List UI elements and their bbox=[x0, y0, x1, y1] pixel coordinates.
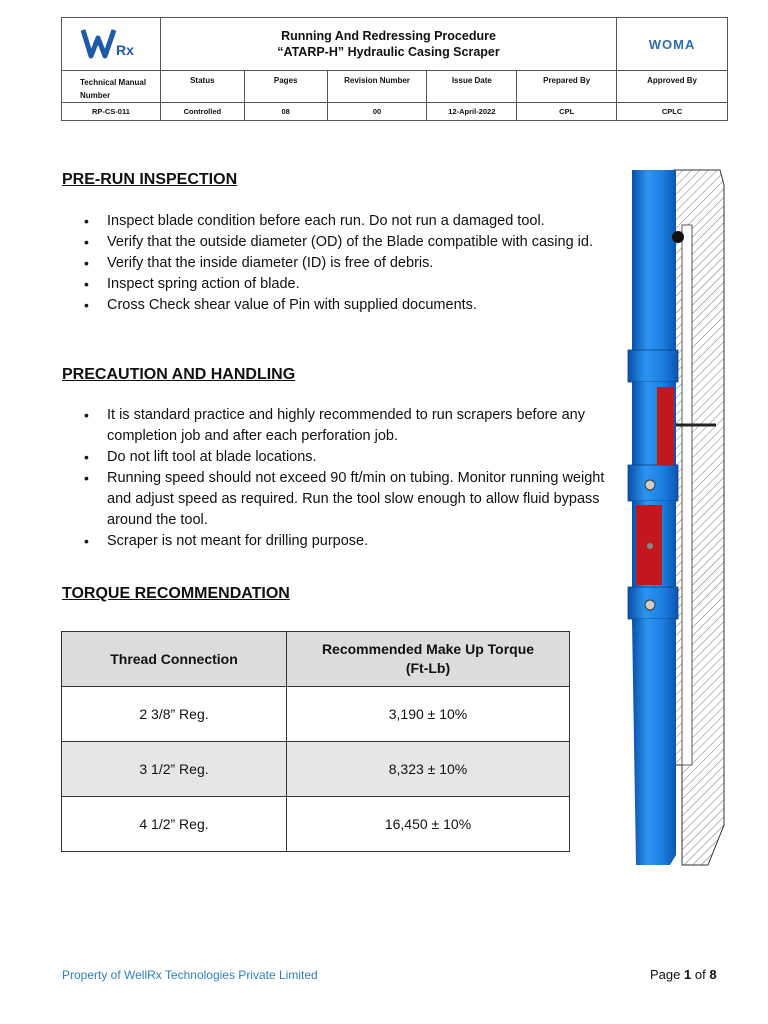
col-header-torque bbox=[287, 632, 570, 687]
list-item: • Cross Check shear value of Pin with supplied documents. bbox=[84, 295, 612, 316]
cell-torque: 3,190 ± 10% bbox=[287, 687, 570, 742]
brand-logo: WOMA bbox=[617, 18, 728, 71]
pre-run-heading: PRE-RUN INSPECTION bbox=[62, 171, 238, 188]
value-manual-number: RP-CS-011 bbox=[62, 103, 161, 121]
label-approved-by: Approved By bbox=[617, 71, 728, 103]
list-item: • Inspect blade condition before each run. Do not run a damaged tool. bbox=[84, 211, 612, 232]
footer-property: Property of WellRx Technologies Private Limited bbox=[62, 968, 318, 982]
cell-thread: 4 1/2” Reg. bbox=[62, 797, 287, 852]
company-logo bbox=[62, 18, 161, 71]
list-item: • Do not lift tool at blade locations. bbox=[84, 447, 612, 468]
document-header bbox=[61, 17, 728, 121]
page-indicator bbox=[650, 967, 717, 982]
page-number: 1 bbox=[684, 967, 692, 982]
page-total: 8 bbox=[709, 967, 717, 982]
page-word: Page bbox=[650, 967, 681, 982]
pre-run-list bbox=[84, 211, 612, 316]
of-word: of bbox=[694, 967, 706, 982]
table-row bbox=[62, 687, 570, 742]
cell-torque: 8,323 ± 10% bbox=[287, 742, 570, 797]
list-item: • Verify that the inside diameter (ID) is free of debris. bbox=[84, 253, 612, 274]
value-prepared-by: CPL bbox=[517, 103, 617, 121]
list-item: • Verify that the outside diameter (OD) of the Blade compatible with casing id. bbox=[84, 232, 612, 253]
title-line-2: “ATARP-H” Hydraulic Casing Scraper bbox=[277, 45, 500, 59]
precaution-heading: PRECAUTION AND HANDLING bbox=[62, 366, 296, 383]
document-title bbox=[160, 18, 616, 71]
list-item: • Inspect spring action of blade. bbox=[84, 274, 612, 295]
label-manual-number: Technical Manual Number bbox=[62, 71, 161, 103]
list-item: • Scraper is not meant for drilling purpose. bbox=[84, 531, 612, 552]
cell-thread: 2 3/8” Reg. bbox=[62, 687, 287, 742]
title-line-1: Running And Redressing Procedure bbox=[281, 29, 496, 43]
table-row bbox=[62, 742, 570, 797]
col-header-thread: Thread Connection bbox=[62, 632, 287, 687]
col-header-torque-line2: (Ft-Lb) bbox=[405, 660, 451, 676]
label-pages: Pages bbox=[244, 71, 327, 103]
svg-text:Rx: Rx bbox=[115, 42, 134, 58]
torque-table bbox=[61, 631, 570, 852]
label-revision: Revision Number bbox=[327, 71, 427, 103]
label-issue-date: Issue Date bbox=[427, 71, 517, 103]
value-status: Controlled bbox=[160, 103, 244, 121]
precaution-list bbox=[84, 405, 612, 552]
label-prepared-by: Prepared By bbox=[517, 71, 617, 103]
table-row bbox=[62, 797, 570, 852]
wellrx-logo-icon bbox=[81, 26, 141, 60]
cell-thread: 3 1/2” Reg. bbox=[62, 742, 287, 797]
torque-heading: TORQUE RECOMMENDATION bbox=[62, 585, 290, 602]
value-approved-by: CPLC bbox=[617, 103, 728, 121]
col-header-torque-line1: Recommended Make Up Torque bbox=[321, 641, 535, 657]
value-issue-date: 12-April-2022 bbox=[427, 103, 517, 121]
list-item: • Running speed should not exceed 90 ft/min on tubing. Monitor running weight and adjust speed as required. Run the tool slow enough to allow fluid bypass around the tool. bbox=[84, 468, 612, 531]
list-item: • It is standard practice and highly recommended to run scrapers before any completion job and after each perforation job. bbox=[84, 405, 612, 447]
casing-scraper-illustration bbox=[620, 165, 728, 870]
value-revision: 00 bbox=[327, 103, 427, 121]
value-pages: 08 bbox=[244, 103, 327, 121]
label-status: Status bbox=[160, 71, 244, 103]
cell-torque: 16,450 ± 10% bbox=[287, 797, 570, 852]
upper-blade bbox=[657, 387, 674, 465]
